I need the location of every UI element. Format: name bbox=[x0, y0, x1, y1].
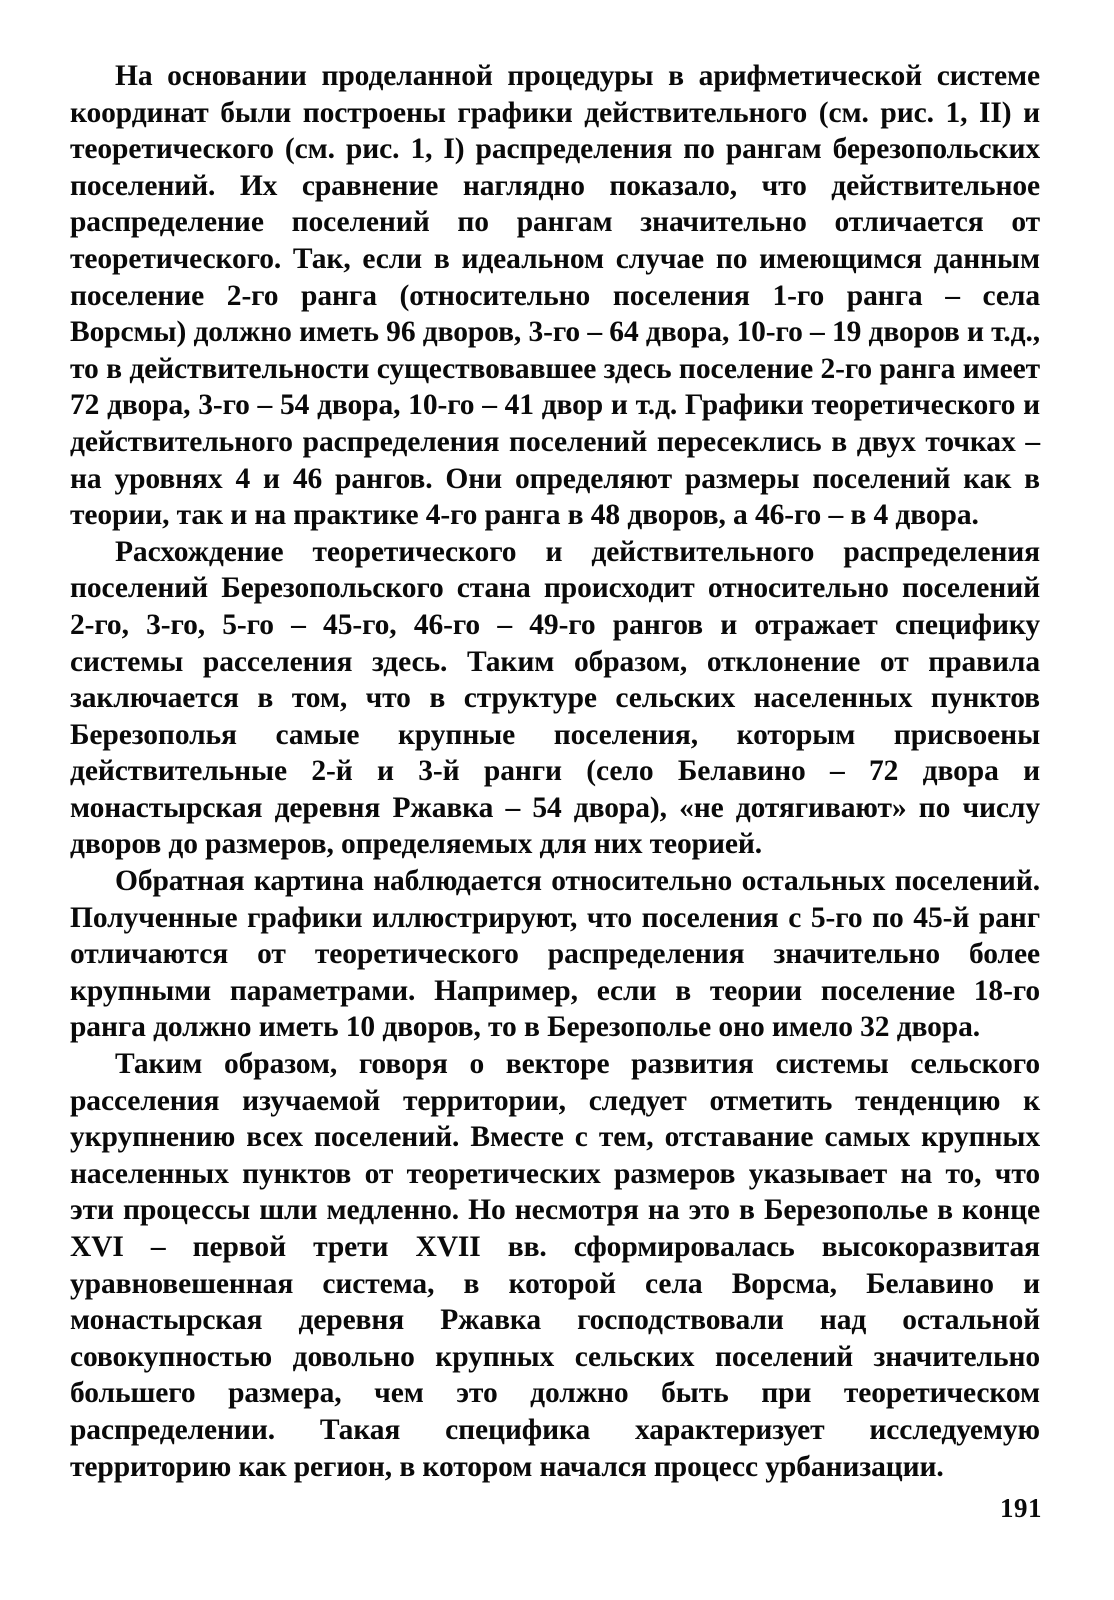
page-number: 191 bbox=[1000, 1493, 1042, 1523]
paragraph-3: Обратная картина наблюдается относительно остальных поселений. Полученные графики иллюстрируют, что поселения с 5-го по 45-й ранг отличаются от теоретического распределения значительно более крупными параметрами. Например, если в теории поселение 18-го ранга должно иметь 10 дворов, то в Березополье оно имело 32 двора. bbox=[70, 865, 1040, 1044]
paragraph-1: На основании проделанной процедуры в арифметической системе координат были построены графики действительного (см. рис. 1, II) и теоретического (см. рис. 1, I) распределения по рангам березопольских поселений. Их сравнение наглядно показало, что действительное распределение поселений по рангам значительно отличается от теоретического. Так, если в идеальном случае по имеющимся данным поселение 2-го ранга (относительно поселения 1-го ранга – села Ворсмы) должно иметь 96 дворов, 3-го – 64 двора, 10-го – 19 дворов и т.д., то в действительности существовавшее здесь поселение 2-го ранга имеет 72 двора, 3-го – 54 двора, 10-го – 41 двор и т.д. Графики теоретического и действительного распределения поселений пересеклись в двух точках – на уровнях 4 и 46 рангов. Они определяют размеры поселений как в теории, так и на практике 4-го ранга в 48 дворов, а 46-го – в 4 двора. bbox=[70, 60, 1040, 532]
body-text-column bbox=[70, 58, 1040, 1485]
paragraph-4: Таким образом, говоря о векторе развития системы сельского расселения изучаемой территории, следует отметить тенденцию к укрупнению всех поселений. Вместе с тем, отставание самых крупных населенных пунктов от теоретических размеров указывает на то, что эти процессы шли медленно. Но несмотря на это в Березополье в конце XVI – первой трети XVII вв. сформировалась высокоразвитая уравновешенная система, в которой села Ворсма, Белавино и монастырская деревня Ржавка господствовали над остальной совокупностью довольно крупных сельских поселений значительно большего размера, чем это должно быть при теоретическом распределении. Такая специфика характеризует исследуемую территорию как регион, в котором начался процесс урбанизации. bbox=[70, 1048, 1040, 1483]
paragraph-2: Расхождение теоретического и действительного распределения поселений Березопольского стана происходит относительно поселений 2-го, 3-го, 5-го – 45-го, 46-го – 49-го рангов и отражает специфику системы расселения здесь. Таким образом, отклонение от правила заключается в том, что в структуре сельских населенных пунктов Березополья самые крупные поселения, которым присвоены действительные 2-й и 3-й ранги (село Белавино – 72 двора и монастырская деревня Ржавка – 54 двора), «не дотягивают» по числу дворов до размеров, определяемых для них теорией. bbox=[70, 535, 1040, 861]
